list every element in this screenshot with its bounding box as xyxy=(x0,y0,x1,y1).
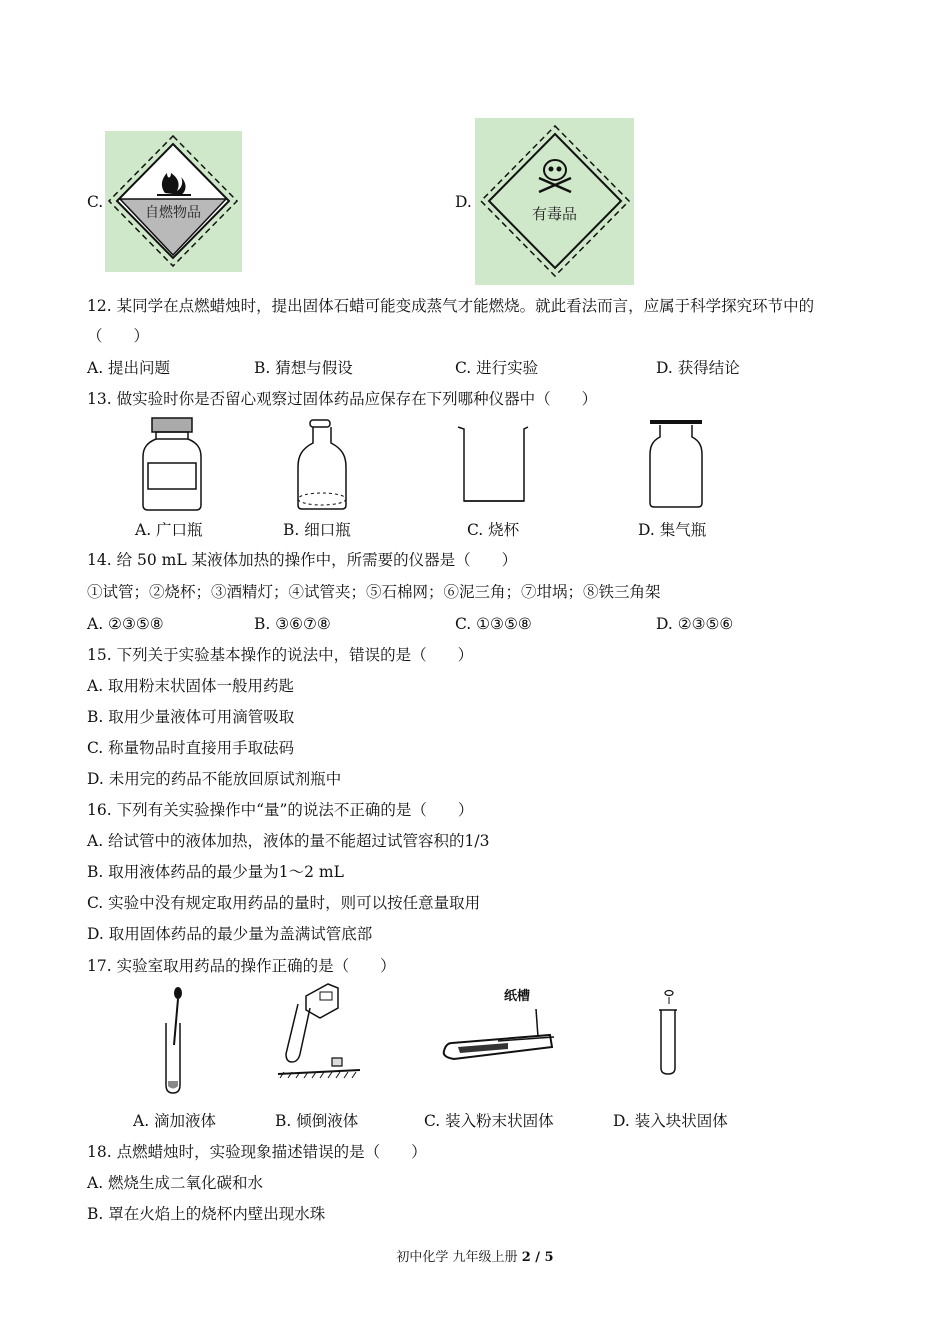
q13-caption-b: B. 细口瓶 xyxy=(283,521,351,539)
page-number: 2 / 5 xyxy=(521,1250,554,1265)
q14-option-d: D. ②③⑤⑥ xyxy=(656,615,734,633)
q15-option-d: D. 未用完的药品不能放回原试剂瓶中 xyxy=(87,770,342,788)
q11-option-c-label: C. xyxy=(87,193,104,211)
q13-stem: 13. 做实验时你是否留心观察过固体药品应保存在下列哪种仪器中（ ） xyxy=(87,390,598,408)
q12-stem-line2: （ ） xyxy=(87,327,150,345)
q15-option-a: A. 取用粉末状固体一般用药匙 xyxy=(87,677,295,695)
q18-option-b: B. 罩在火焰上的烧杯内壁出现水珠 xyxy=(87,1205,326,1223)
q14-option-b: B. ③⑥⑦⑧ xyxy=(254,615,331,633)
q16-option-b: B. 取用液体药品的最少量为1～2 mL xyxy=(87,863,344,881)
q17-caption-d: D. 装入块状固体 xyxy=(613,1112,728,1130)
beaker-figure xyxy=(456,423,532,507)
dropping-liquid-figure xyxy=(158,985,194,1097)
q17-caption-c: C. 装入粉末状固体 xyxy=(424,1112,554,1130)
spontaneous-combustion-sign xyxy=(105,131,242,272)
gas-collecting-bottle-figure xyxy=(646,417,706,511)
q15-option-c: C. 称量物品时直接用手取砝码 xyxy=(87,739,295,757)
q14-option-a: A. ②③⑤⑧ xyxy=(87,615,164,633)
q14-option-c: C. ①③⑤⑧ xyxy=(455,615,532,633)
q13-caption-c: C. 烧杯 xyxy=(467,521,520,539)
wide-mouth-bottle-figure xyxy=(138,415,208,515)
powder-solid-figure xyxy=(438,985,564,1077)
q16-option-a: A. 给试管中的液体加热，液体的量不能超过试管容积的1/3 xyxy=(87,832,490,850)
q15-stem: 15. 下列关于实验基本操作的说法中，错误的是（ ） xyxy=(87,646,474,664)
page-footer xyxy=(0,1246,950,1265)
pouring-liquid-figure xyxy=(276,982,366,1080)
q12-option-d: D. 获得结论 xyxy=(656,359,740,377)
paper-trough-label: 纸槽 xyxy=(504,989,531,1004)
q17-caption-b: B. 倾倒液体 xyxy=(275,1112,359,1130)
toxic-sign xyxy=(475,118,634,285)
q13-caption-d: D. 集气瓶 xyxy=(638,521,707,539)
q12-option-c: C. 进行实验 xyxy=(455,359,539,377)
q16-option-d: D. 取用固体药品的最少量为盖满试管底部 xyxy=(87,925,373,943)
q12-option-a: A. 提出问题 xyxy=(87,359,171,377)
sign-text-c: 自燃物品 xyxy=(145,205,201,221)
q18-stem: 18. 点燃蜡烛时，实验现象描述错误的是（ ） xyxy=(87,1143,427,1161)
q12-option-b: B. 猜想与假设 xyxy=(254,359,353,377)
q14-instrument-list: ①试管；②烧杯；③酒精灯；④试管夹；⑤石棉网；⑥泥三角；⑦坩埚；⑧铁三角架 xyxy=(87,583,661,601)
q17-stem: 17. 实验室取用药品的操作正确的是（ ） xyxy=(87,957,396,975)
q16-stem: 16. 下列有关实验操作中“量”的说法不正确的是（ ） xyxy=(87,801,474,819)
q15-option-b: B. 取用少量液体可用滴管吸取 xyxy=(87,708,295,726)
q18-option-a: A. 燃烧生成二氧化碳和水 xyxy=(87,1174,264,1192)
block-solid-figure xyxy=(652,988,684,1078)
q16-option-c: C. 实验中没有规定取用药品的量时，则可以按任意量取用 xyxy=(87,894,481,912)
q11-option-d-label: D. xyxy=(455,193,472,211)
narrow-mouth-bottle-figure xyxy=(292,417,352,517)
q13-caption-a: A. 广口瓶 xyxy=(135,521,203,539)
sign-text-d: 有毒品 xyxy=(532,205,578,223)
footer-text: 初中化学 九年级上册 xyxy=(396,1250,522,1265)
flame-hazard-icon xyxy=(105,131,242,272)
q17-caption-a: A. 滴加液体 xyxy=(133,1112,217,1130)
skull-hazard-icon xyxy=(475,118,634,285)
q14-stem: 14. 给 50 mL 某液体加热的操作中，所需要的仪器是（ ） xyxy=(87,551,518,569)
q12-stem-line1: 12. 某同学在点燃蜡烛时，提出固体石蜡可能变成蒸气才能燃烧。就此看法而言，应属于科学探究环节中的 xyxy=(87,297,815,315)
